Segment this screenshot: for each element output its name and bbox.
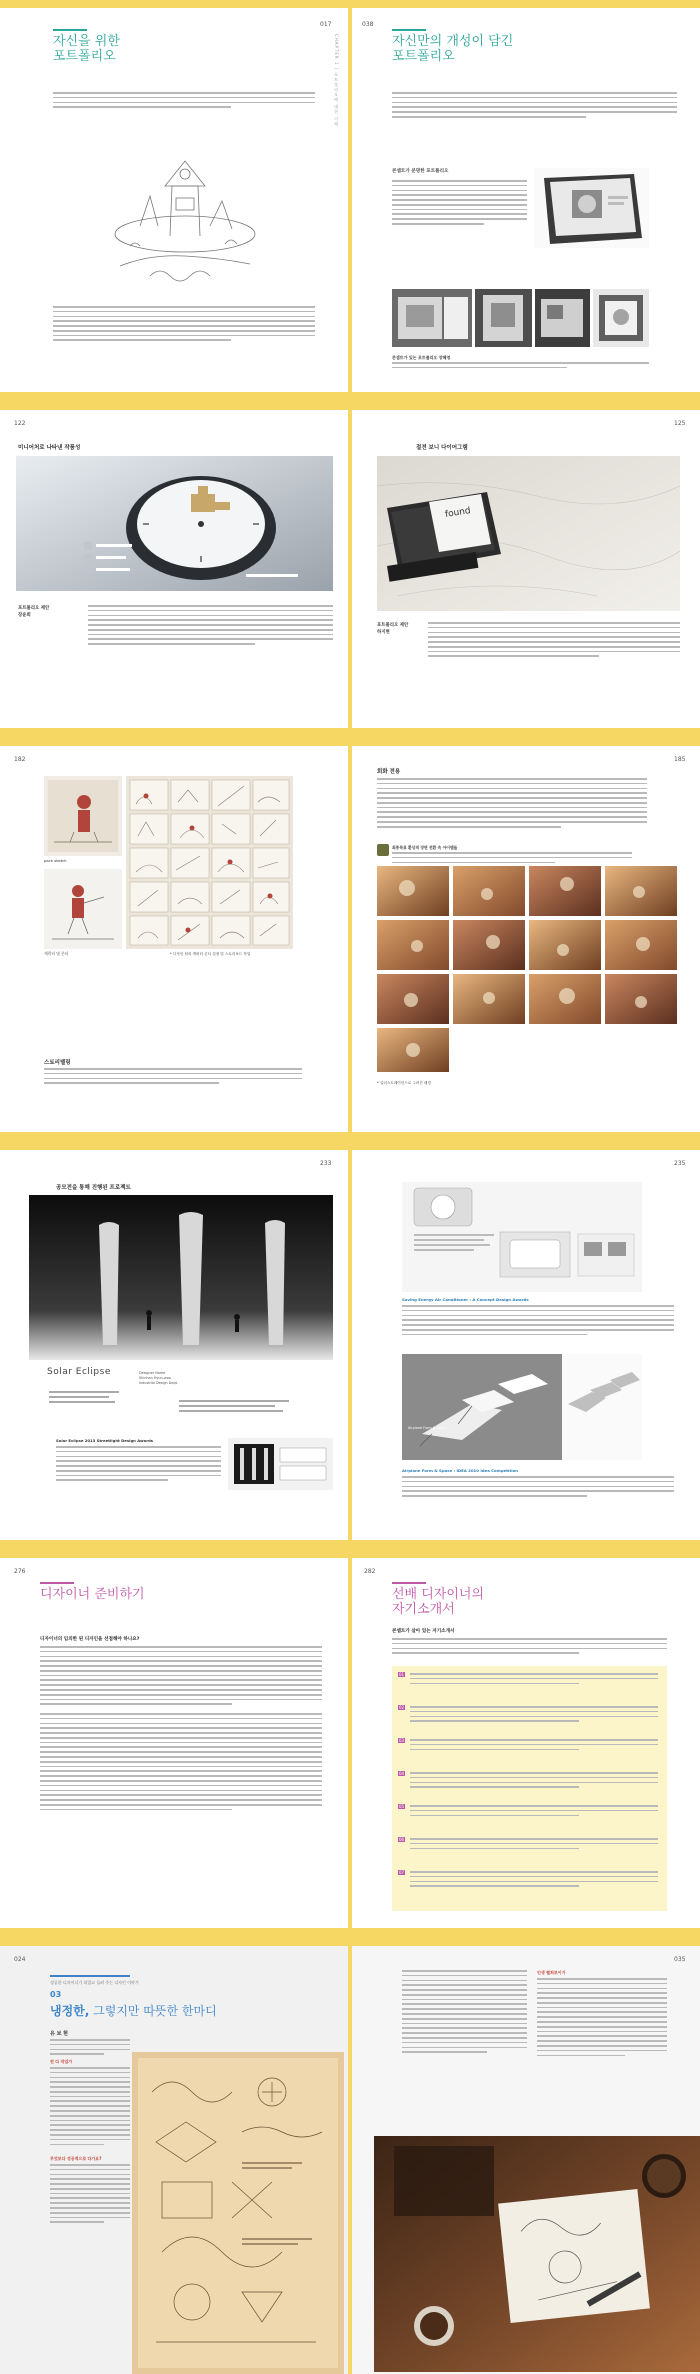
page-left — [0, 1150, 348, 1540]
sketch-paper-photo — [132, 2052, 344, 2374]
title-accent — [40, 1582, 74, 1584]
chapter-number: 03 — [50, 1990, 62, 1999]
item-text — [410, 1871, 658, 1890]
item-number: 07 — [399, 1870, 405, 1875]
spread-6 — [0, 1938, 700, 2374]
spread-4 — [0, 1142, 700, 1540]
character-sketch-2 — [44, 869, 122, 949]
body-text-2 — [53, 306, 315, 344]
portfolio-book-photo — [534, 168, 649, 248]
photo-caption: 콘셉트가 있는 포트폴리오 장혜영 — [392, 355, 451, 360]
caption-text — [88, 605, 333, 648]
page-title: 선배 디자이너의 자기소개서 — [392, 1587, 485, 1617]
page-title: 자신을 위한 포트폴리오 — [53, 34, 120, 64]
subhead: 디자이너의 임의한 된 디자인을 선점해야 하나요? — [40, 1637, 140, 1642]
item-number: 01 — [399, 1672, 405, 1677]
page-title: 디자이너 준비하기 — [40, 1587, 145, 1602]
page-header: 미니어처로 나타낸 작품성 — [18, 445, 81, 451]
caption-text — [56, 1446, 221, 1484]
section-tab: CHAPTER 1 | 포트폴리오에 대한 이해 — [334, 34, 339, 127]
portfolio-photo-3 — [535, 289, 590, 347]
sketch-illustration — [110, 126, 260, 286]
item-text — [410, 1706, 658, 1725]
item-text — [410, 1739, 658, 1753]
box-head-2: 무엇보다 성공적으로 다가요? — [50, 2156, 102, 2161]
column-text-2 — [50, 2164, 130, 2226]
page-number: 122 — [14, 420, 26, 427]
page-left — [0, 410, 348, 728]
resume-note-box — [392, 1666, 667, 1911]
character-sketch-1 — [44, 776, 122, 856]
illustration-grid — [377, 866, 682, 1076]
page-left — [0, 1558, 348, 1928]
page-title — [50, 2002, 217, 2019]
spread-2 — [0, 402, 700, 728]
poster-subtitle: Designer Name Shinhan Hyun-woo Industrial Design Dept. — [139, 1371, 179, 1385]
page-number: 282 — [364, 1568, 376, 1575]
page-number: 185 — [674, 756, 686, 763]
caption-1-text — [402, 1305, 674, 1338]
spread-5 — [0, 1550, 700, 1928]
subhead: 콘셉트가 분명한 포트폴리오 — [392, 169, 449, 174]
kicker-bar — [50, 1975, 130, 1977]
caption-text — [392, 362, 649, 372]
item-number: 05 — [399, 1804, 405, 1809]
title-rest: 그렇지만 따뜻한 한마디 — [89, 2004, 217, 2018]
portfolio-photo-2 — [475, 289, 532, 347]
desk-photo — [374, 2136, 700, 2372]
item-number: 02 — [399, 1705, 405, 1710]
poster-title: Solar Eclipse — [47, 1367, 111, 1377]
note-item — [398, 1870, 660, 1903]
air-conditioner-sheet — [402, 1182, 642, 1292]
note-text — [392, 852, 632, 866]
body-text-2 — [392, 180, 527, 228]
body-text — [392, 1638, 667, 1657]
note-item — [398, 1771, 660, 1804]
page-right — [352, 1150, 700, 1540]
caption-1: Saving Energy Air Conditioner : A Concept Design Awards — [402, 1297, 529, 1302]
caption-2-text — [402, 1476, 674, 1500]
item-text — [410, 1805, 658, 1819]
body-text — [53, 92, 315, 111]
page-header: 절전 보니 다이어그램 — [416, 445, 468, 451]
page-left — [0, 1946, 348, 2374]
photo-caption: 포트폴리오 제안 하지현 — [377, 623, 409, 635]
clock-miniature-photo — [16, 456, 333, 591]
page-number: 038 — [362, 21, 374, 28]
item-text — [410, 1838, 658, 1852]
poster-caption: Solar Eclipse 2013 Streetlight Design Awards — [56, 1438, 154, 1443]
spread-3 — [0, 738, 700, 1132]
portfolio-photo-4 — [593, 289, 649, 347]
page-number: 276 — [14, 1568, 26, 1575]
item-text — [410, 1772, 658, 1791]
section-title: 스토리텔링 — [44, 1060, 71, 1066]
column-text — [537, 1978, 667, 2059]
page-number: 017 — [320, 21, 332, 28]
airplane-render — [562, 1354, 642, 1460]
page-right — [352, 410, 700, 728]
box-head: 인생 펼쳐보이기 — [537, 1970, 566, 1975]
note-item — [398, 1738, 660, 1771]
diagram-title: Airplane Form & Space — [408, 1426, 447, 1430]
spread-1 — [0, 0, 700, 392]
box-head-1: 왼 다 작업가 — [50, 2059, 73, 2064]
title-accent — [392, 29, 426, 31]
note-icon — [377, 844, 389, 856]
caption-2: Airplane Form & Space : IDEA 2010 Idea Competition — [402, 1468, 519, 1473]
body-text — [377, 778, 647, 831]
page-header: 공모전을 통해 진행된 프로젝트 — [56, 1185, 131, 1191]
page-left — [0, 8, 348, 392]
section-title: 회화 전용 — [377, 769, 401, 775]
item-number: 04 — [399, 1771, 405, 1776]
body-text — [392, 92, 677, 121]
grid-caption: * 일러스트레이션으로 그려진 배경 — [377, 1081, 431, 1085]
note-item — [398, 1804, 660, 1837]
item-text — [410, 1673, 658, 1687]
kicker: 성공한 디자이너가 되었고 들려 주는 디자인 이야기 — [50, 1980, 139, 1985]
sub-caption: pack sketch — [44, 858, 67, 863]
page-right — [352, 8, 700, 392]
body-text — [40, 1646, 322, 1708]
note-item — [398, 1705, 660, 1738]
item-number: 03 — [399, 1738, 405, 1743]
note-item — [398, 1672, 660, 1705]
note-title: 최종목표 환상적 장면 전환 속 아이템들 — [392, 845, 458, 850]
board-caption: * 디자인 팀의 캐릭터 콘티 설정 및 스토리보드 작업 — [170, 952, 251, 956]
page-right — [352, 746, 700, 1132]
title-strong: 냉정한, — [50, 2004, 90, 2018]
note-item — [398, 1837, 660, 1870]
page-left — [0, 746, 348, 1132]
note-list — [398, 1672, 660, 1903]
page-title: 자신만의 개성이 담긴 포트폴리오 — [392, 34, 514, 64]
spec-sheet-thumbnail — [228, 1438, 333, 1490]
author-bio — [50, 2039, 130, 2058]
title-accent — [392, 1582, 426, 1584]
page-number: 125 — [674, 420, 686, 427]
page-number: 024 — [14, 1956, 26, 1963]
body-text-2 — [40, 1713, 322, 1813]
body-text — [44, 1068, 302, 1087]
page-number: 035 — [674, 1956, 686, 1963]
solar-eclipse-poster — [29, 1195, 333, 1433]
portfolio-photo-1 — [392, 289, 472, 347]
author-name: 유 보 현 — [50, 2031, 68, 2037]
storyboard-grid — [126, 776, 293, 949]
subhead: 콘셉트가 살아 있는 자기소개서 — [392, 1629, 455, 1634]
sub-caption: 캐릭터 및 콘티 — [44, 951, 69, 956]
page-number: 233 — [320, 1160, 332, 1167]
found-book-photo — [377, 456, 680, 611]
page-right — [352, 1558, 700, 1928]
page-right — [352, 1946, 700, 2374]
body-text — [402, 1970, 527, 2056]
page-number: 182 — [14, 756, 26, 763]
page-number: 235 — [674, 1160, 686, 1167]
caption-text — [428, 622, 680, 660]
photo-caption: 포트폴리오 제안 장윤희 — [18, 606, 50, 618]
airplane-diagram — [402, 1354, 562, 1460]
title-accent — [53, 29, 87, 31]
photo-text: found — [444, 506, 472, 520]
item-number: 06 — [399, 1837, 405, 1842]
column-text — [50, 2067, 130, 2148]
